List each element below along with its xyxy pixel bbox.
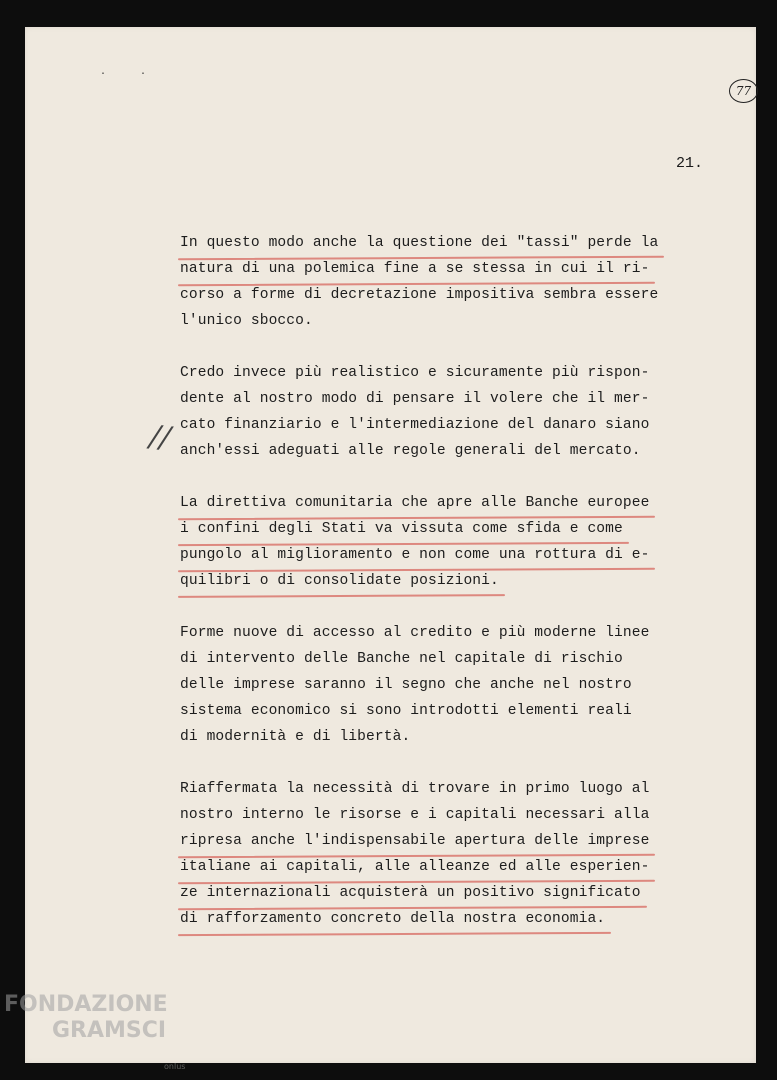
text-line	[180, 256, 700, 282]
text-line: dente al nostro modo di pensare il volere che il mer-	[180, 391, 650, 407]
highlighted-text: i confini degli Stati va vissuta come sfida e come	[180, 516, 623, 542]
text-line	[180, 906, 700, 932]
text-line: corso a forme di decretazione impositiva sembra essere	[180, 287, 659, 303]
highlighted-text: ripresa anche l'indispensabile apertura delle imprese	[180, 828, 649, 854]
text-line: delle imprese saranno il segno che anche nel nostro	[180, 677, 632, 693]
text-line	[180, 828, 700, 854]
paragraph-4	[180, 620, 700, 750]
text-line	[180, 854, 700, 880]
text-line	[180, 880, 700, 906]
text-line: cato finanziario e l'intermediazione del danaro siano	[180, 417, 650, 433]
paragraph-5	[180, 776, 700, 932]
highlighted-text: pungolo al miglioramento e non come una rottura di e-	[180, 542, 649, 568]
highlighted-text: La direttiva comunitaria che apre alle Banche europee	[180, 490, 649, 516]
archive-number-circled: 77	[729, 79, 758, 103]
document-body	[180, 230, 700, 958]
text-line: di intervento delle Banche nel capitale di rischio	[180, 651, 623, 667]
text-line: Riaffermata la necessità di trovare in primo luogo al	[180, 781, 650, 797]
highlighted-text: quilibri o di consolidate posizioni.	[180, 568, 499, 594]
text-line	[180, 230, 700, 256]
handwritten-margin-mark: //	[148, 419, 172, 456]
paragraph-3	[180, 490, 700, 594]
watermark-line-2: GRAMSCI	[52, 1018, 167, 1043]
watermark-line-1: FONDAZIONE	[4, 992, 168, 1017]
highlighted-text: natura di una polemica fine a se stessa in cui il ri-	[180, 256, 649, 282]
text-line: anch'essi adeguati alle regole generali del mercato.	[180, 443, 641, 459]
text-line	[180, 542, 700, 568]
fondazione-gramsci-watermark	[4, 992, 186, 1071]
text-line	[180, 490, 700, 516]
page-number: 21.	[676, 155, 704, 172]
text-line	[180, 568, 700, 594]
paper-specks: ··	[100, 69, 181, 80]
text-line: Credo invece più realistico e sicuramente più rispon-	[180, 365, 650, 381]
text-line: l'unico sbocco.	[180, 313, 313, 329]
highlighted-text: italiane ai capitali, alle alleanze ed alle esperien-	[180, 854, 649, 880]
paragraph-1	[180, 230, 700, 334]
highlighted-text: di rafforzamento concreto della nostra economia.	[180, 906, 605, 932]
text-line: nostro interno le risorse e i capitali necessari alla	[180, 807, 650, 823]
watermark-sub: onlus	[164, 1062, 186, 1071]
highlighted-text: In questo modo anche la questione dei "tassi" perde la	[180, 230, 658, 256]
text-line	[180, 516, 700, 542]
text-line: di modernità e di libertà.	[180, 729, 411, 745]
text-line: Forme nuove di accesso al credito e più moderne linee	[180, 625, 650, 641]
paragraph-2	[180, 360, 700, 464]
highlighted-text: ze internazionali acquisterà un positivo significato	[180, 880, 641, 906]
text-line: sistema economico si sono introdotti elementi reali	[180, 703, 632, 719]
